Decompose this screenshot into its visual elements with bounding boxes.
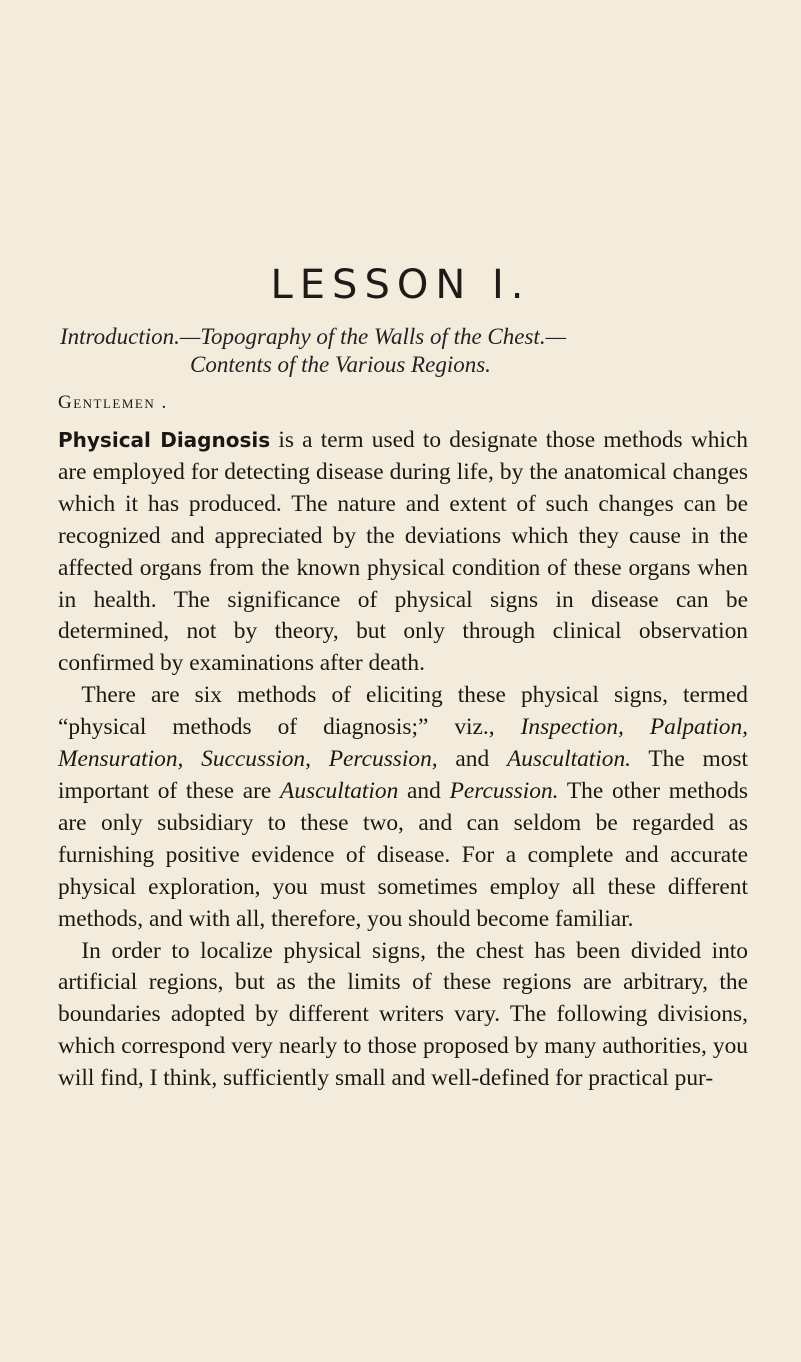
subtitle-line-2: Contents of the Various Regions. <box>190 352 491 377</box>
paragraph-1-text: is a term used to designate those methods which are employed for detecting disease during life, by the anatomical changes which it has produced. The nature and extent of such changes can be recognized and appreciated by the deviations which they cause in the affected organs from the known physical condition of these organs when in health. The significance of physical signs in disease can be determined, not by theory, but only through clinical observation confirmed by examinations after death. <box>58 427 748 677</box>
paragraph-2 <box>58 680 748 935</box>
paragraph-3-text: In order to localize physical signs, the chest has been divided into artificial regions, but as the limits of these regions are arbitrary, the boundaries adopted by different writers vary. The following divisions, which correspond very nearly to those proposed by many authorities, you will find, I think, sufficiently small and well-defined for practical pur- <box>58 937 748 1092</box>
term-physical-diagnosis: Physical Diagnosis <box>58 428 271 452</box>
subtitle-line-1: Introduction.—Topography of the Walls of the Chest.— <box>60 324 567 349</box>
body-text <box>58 425 748 1095</box>
important-percussion: Percussion. <box>449 777 559 804</box>
lesson-title: LESSON I. <box>270 262 531 308</box>
paragraph-2-and-2: and <box>398 777 450 804</box>
paragraph-1 <box>58 425 748 680</box>
important-auscultation: Auscultation <box>280 777 399 804</box>
salutation: Gentlemen . <box>58 392 168 413</box>
paragraph-2-rest: The other methods are only subsidiary to these two, and can seldom be regarded as furnishing positive evidence of disease. For a complete and accurate physical exploration, you must sometimes employ all these different methods, and with all, therefore, you should become familiar. <box>58 777 749 932</box>
method-auscultation: Auscultation. <box>506 746 632 773</box>
paragraph-2-and-1: and <box>437 746 507 773</box>
paragraph-2-middle: The most important of these are <box>58 746 748 804</box>
paragraph-2-intro: There are six methods of eliciting these physical signs, termed “physical methods of diagnosis;” viz., <box>58 682 748 741</box>
paragraph-3 <box>58 936 748 1096</box>
methods-list: Inspection, Palpation, Mensuration, Succussion, Percussion, <box>58 714 748 773</box>
